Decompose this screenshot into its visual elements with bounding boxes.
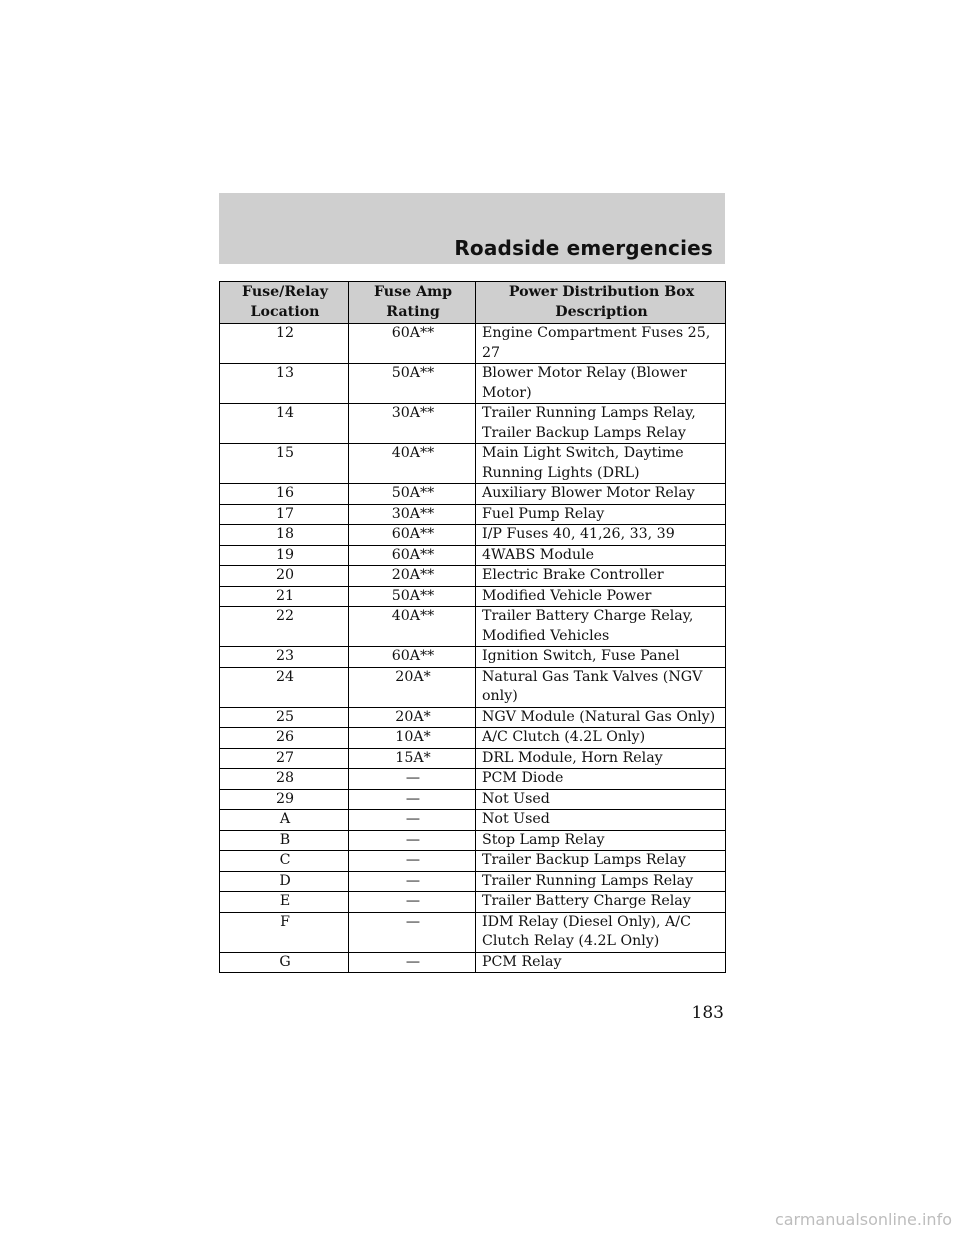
cell-description: Not Used (476, 810, 726, 831)
cell-description: Main Light Switch, Daytime Running Lights (DRL) (476, 444, 726, 484)
cell-amp-rating: 50A** (349, 484, 476, 505)
cell-description: Stop Lamp Relay (476, 830, 726, 851)
cell-amp-rating: — (349, 952, 476, 973)
table-row (220, 892, 726, 913)
table-row (220, 851, 726, 872)
cell-description: PCM Diode (476, 769, 726, 790)
table-row (220, 566, 726, 587)
table-header-row (220, 282, 726, 324)
cell-location: 12 (220, 324, 349, 364)
cell-description: PCM Relay (476, 952, 726, 973)
cell-description: A/C Clutch (4.2L Only) (476, 728, 726, 749)
cell-description: Modified Vehicle Power (476, 586, 726, 607)
section-title: Roadside emergencies (454, 236, 713, 260)
cell-location: 13 (220, 364, 349, 404)
cell-location: 20 (220, 566, 349, 587)
cell-description: Fuel Pump Relay (476, 504, 726, 525)
cell-location: 22 (220, 607, 349, 647)
table-row (220, 810, 726, 831)
cell-location: 29 (220, 789, 349, 810)
cell-location: 17 (220, 504, 349, 525)
cell-amp-rating: 20A* (349, 707, 476, 728)
cell-description: Natural Gas Tank Valves (NGV only) (476, 667, 726, 707)
cell-location: 14 (220, 404, 349, 444)
table-row (220, 707, 726, 728)
cell-location: 24 (220, 667, 349, 707)
cell-amp-rating: 60A** (349, 545, 476, 566)
cell-description: NGV Module (Natural Gas Only) (476, 707, 726, 728)
table-row (220, 404, 726, 444)
cell-amp-rating: 15A* (349, 748, 476, 769)
table-row (220, 586, 726, 607)
cell-amp-rating: — (349, 912, 476, 952)
table-row (220, 769, 726, 790)
table-row (220, 364, 726, 404)
table-body (220, 324, 726, 973)
cell-description: Trailer Backup Lamps Relay (476, 851, 726, 872)
column-header-location: Fuse/Relay Location (220, 282, 349, 324)
cell-location: D (220, 871, 349, 892)
table-row (220, 748, 726, 769)
cell-amp-rating: 40A** (349, 444, 476, 484)
table-row (220, 525, 726, 546)
cell-location: 27 (220, 748, 349, 769)
cell-amp-rating: — (349, 810, 476, 831)
column-header-description: Power Distribution Box Description (476, 282, 726, 324)
cell-location: C (220, 851, 349, 872)
cell-description: Ignition Switch, Fuse Panel (476, 647, 726, 668)
section-header-band (219, 193, 725, 264)
cell-location: E (220, 892, 349, 913)
cell-location: G (220, 952, 349, 973)
page-number: 183 (691, 1003, 724, 1023)
cell-amp-rating: 30A** (349, 504, 476, 525)
table-row (220, 830, 726, 851)
cell-location: 28 (220, 769, 349, 790)
table-row (220, 667, 726, 707)
fuse-table-container (219, 281, 725, 973)
cell-location: 19 (220, 545, 349, 566)
cell-amp-rating: 60A** (349, 525, 476, 546)
cell-description: I/P Fuses 40, 41,26, 33, 39 (476, 525, 726, 546)
cell-location: 15 (220, 444, 349, 484)
cell-location: 23 (220, 647, 349, 668)
cell-amp-rating: 60A** (349, 324, 476, 364)
cell-description: DRL Module, Horn Relay (476, 748, 726, 769)
cell-location: 21 (220, 586, 349, 607)
cell-location: 25 (220, 707, 349, 728)
cell-amp-rating: — (349, 830, 476, 851)
cell-description: Auxiliary Blower Motor Relay (476, 484, 726, 505)
cell-location: F (220, 912, 349, 952)
cell-amp-rating: 30A** (349, 404, 476, 444)
cell-description: Not Used (476, 789, 726, 810)
table-row (220, 952, 726, 973)
cell-description: Engine Compartment Fuses 25, 27 (476, 324, 726, 364)
table-row (220, 607, 726, 647)
watermark-text: carmanualsonline.info (774, 1210, 952, 1229)
table-row (220, 912, 726, 952)
table-row (220, 324, 726, 364)
cell-location: 18 (220, 525, 349, 546)
cell-amp-rating: — (349, 851, 476, 872)
cell-amp-rating: 50A** (349, 364, 476, 404)
cell-amp-rating: — (349, 789, 476, 810)
table-row (220, 871, 726, 892)
table-row (220, 647, 726, 668)
column-header-amp-rating: Fuse Amp Rating (349, 282, 476, 324)
cell-amp-rating: 40A** (349, 607, 476, 647)
cell-description: Trailer Running Lamps Relay (476, 871, 726, 892)
table-row (220, 504, 726, 525)
cell-location: 26 (220, 728, 349, 749)
cell-description: Trailer Running Lamps Relay, Trailer Backup Lamps Relay (476, 404, 726, 444)
cell-amp-rating: 50A** (349, 586, 476, 607)
cell-location: A (220, 810, 349, 831)
fuse-relay-table (219, 281, 726, 973)
table-row (220, 484, 726, 505)
cell-description: IDM Relay (Diesel Only), A/C Clutch Relay (4.2L Only) (476, 912, 726, 952)
table-row (220, 444, 726, 484)
table-row (220, 789, 726, 810)
cell-amp-rating: — (349, 871, 476, 892)
cell-description: 4WABS Module (476, 545, 726, 566)
table-row (220, 545, 726, 566)
cell-amp-rating: 10A* (349, 728, 476, 749)
cell-amp-rating: 20A* (349, 667, 476, 707)
cell-location: 16 (220, 484, 349, 505)
cell-description: Electric Brake Controller (476, 566, 726, 587)
cell-amp-rating: — (349, 892, 476, 913)
cell-description: Trailer Battery Charge Relay (476, 892, 726, 913)
cell-description: Blower Motor Relay (Blower Motor) (476, 364, 726, 404)
cell-amp-rating: 20A** (349, 566, 476, 587)
cell-amp-rating: — (349, 769, 476, 790)
cell-description: Trailer Battery Charge Relay, Modified Vehicles (476, 607, 726, 647)
cell-location: B (220, 830, 349, 851)
cell-amp-rating: 60A** (349, 647, 476, 668)
table-row (220, 728, 726, 749)
